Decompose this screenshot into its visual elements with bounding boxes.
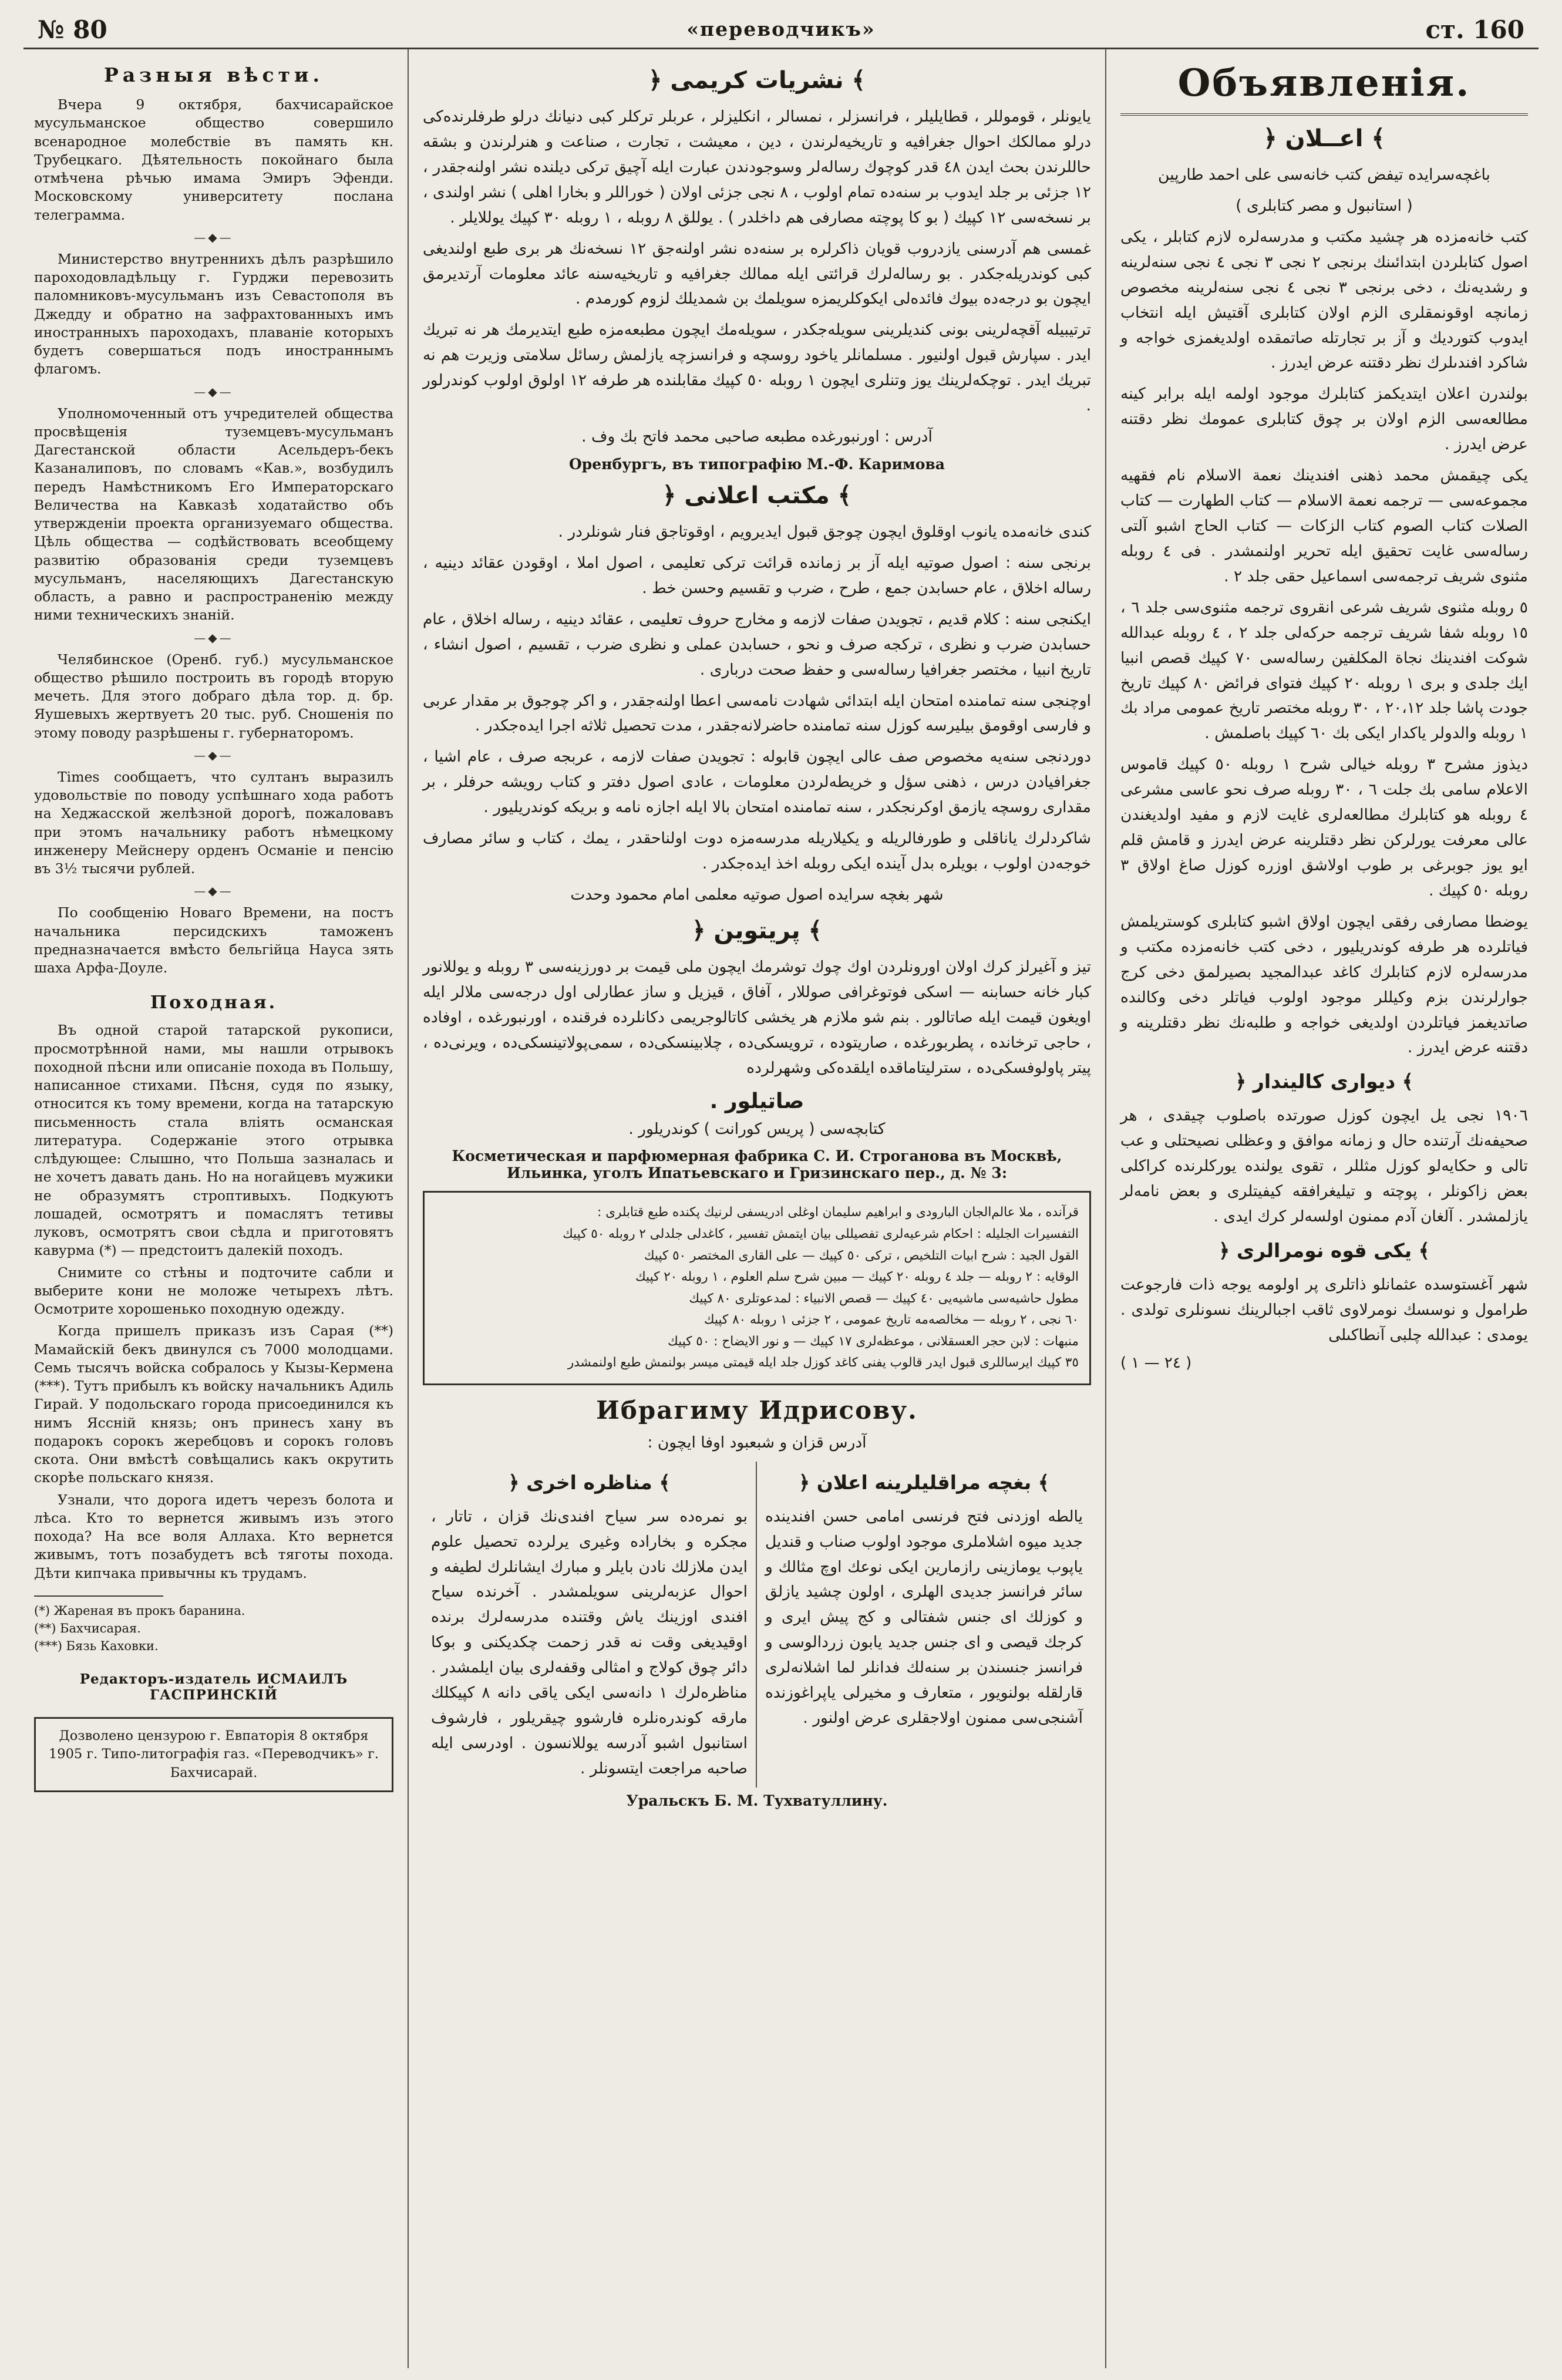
section-heading-bahche-ilan: ﴾ بغچه مراقليلرينه اعلان ﴿ bbox=[798, 1470, 1050, 1494]
arabic-paragraph: ترتيبيله آقچه‌لرينى بونى كنديلرينى سويله‌جكدر ، سويله‌مك ايچون مطبعه‌مزه طبع ايتديرمك هر نه تبريك ايدر . سپارش قبول اولنيور . مسلمانلر ياخود روسچه و فرانسزچه يازلمش رسائل سلامتى وزيرت هم نه تبريك ايدر . توچكه‌لرينك يوز وتنلرى ايچون ١ روبله ٥٠ كپيك مقابلنده هر طرفه ١٢ اولوق اولوب كوندرلور . bbox=[423, 321, 1091, 415]
arabic-paragraph: دوردنجى سنه‌يه مخصوص صف عالى ايچون قابوله : تجويدن صفات لازمه ، عربجه صرف ، عام اشيا ، جغرافيادن درس ، ذهنى سؤل و خريطه‌لردن معلومات ، عادى اصول دفتر و كتاب رويشه حرفلر ، بر مقدارى روسچه يازمق اوكرنجكدر ، سنه تمامنده امتحان بالا ايله اجازه نامه و بريكه كوندريليور . bbox=[423, 748, 1091, 817]
separator-ornament: —◆— bbox=[194, 884, 234, 898]
separator-ornament: —◆— bbox=[194, 230, 234, 244]
article-paragraph: Снимите со стѣны и подточите сабли и выберите кони не моложе четырехъ лѣтъ. Осмотрите хорошенько походную одежду. bbox=[34, 1264, 393, 1317]
news-item: По сообщенію Новаго Времени, на постъ начальника персидскихъ таможенъ предназначается вмѣсто бельгійца Науса зять шаха Арфа-Доуле. bbox=[34, 904, 393, 976]
idrisov-name-line: Ибрагиму Идрисову. bbox=[596, 1395, 918, 1425]
advert-line: قرآنده ، ملا عالم‌الجان البارودى و ابراهيم سليمان اوغلى ادريسفى لرنيك پكنده طبع قتابلرى : bbox=[597, 1205, 1079, 1220]
teacher-signature-line: شهر بغچه سرايده اصول صوتيه معلمى امام محمود وحدت bbox=[570, 885, 944, 904]
arabic-paragraph: يكى چيقمش محمد ذهنى افندينك نعمة الاسلام نام فقهيه مجموعه‌سى — ترجمه نعمة الاسلام — كتاب الطهارت — كتاب الصلات كتاب الصوم كتاب الزكات — كتاب الحاج اشبو آلتى رساله‌سى غايت تحقيق ايله تحرير اولنمشدر . فى ٤ روبله مثنوى شريف ترجمه‌سى اسماعيل حقى جلد ٢ . bbox=[1120, 466, 1528, 585]
left-column bbox=[20, 49, 408, 2368]
issue-number: № 80 bbox=[38, 15, 107, 44]
arabic-paragraph: بولندرن اعلان ايتديكمز كتابلرك موجود اولمه ايله برابر كينه مطالعه‌سى الزم اولان بر چوق كتابلرى عمومك نظر دقتنه عرض ايدرز . bbox=[1120, 385, 1528, 454]
masthead-title: «переводчикъ» bbox=[686, 18, 876, 41]
ilan-ornament-heading: ﴾ اعــلان ﴿ bbox=[1263, 125, 1385, 152]
advert-line: مطول حاشيه‌سى ماشيه‌يى ٤٠ كپيك — قصص الانبياء : لمدعوتلرى ٨٠ كپيك bbox=[689, 1291, 1079, 1306]
arabic-paragraph: كتب خانه‌مزده هر چشيد مكتب و مدرسه‌لره لازم كتابلر ، يكى اصول كتابلردن ابتدائىنك برنجى ٢ نجى ٣ نجى ٤ نجى سنه‌لرينه و رشديه‌نك ، دخى برنجى ٣ نجى ٤ نجى سنه‌لرينه مخصوص زمانچه اوقونمقلرى الزم اولان كتابلرى آقتيش ايله انتخاب ايدوب كتورديك و آز بر تجارتله صاتمقده اولديغمزى خواجه و شاكرد افندىلرك نظر دقتنه عرض ايدرز . bbox=[1120, 227, 1528, 372]
arabic-paragraph: شاكردلرك ياناقلى و طورفالريله و يكيلاريله مدرسه‌مزه دوت اولناحقدر ، يمك ، كتاب و سائر مصارف خوجه‌دن اولوب ، بويلره بدل آينده ايكى روبله اخذ ايده‌جكدر . bbox=[423, 829, 1091, 873]
arabic-paragraph: يايونلر ، قوموللر ، قطايليلر ، فرانسزلر ، نمسالر ، انكليزلر ، عربلر تركلر كبى دنيانك درلو طرفلرنده‌كى درلو ممالكك احوال جغرافيه و تاريخيه‌لرندن ، دين ، معيشت ، تجارت ، صناعت و هنرلرندن و بشقه حاللرندن بحث ايدن ٤٨ قدر كوچوك رساله‌لر وسوجودندن عبارت ايله آچيق تركى ديلنده نشر اولنه‌جقدر ، ١٢ جزئى بر جلد ايدوب بر سنه‌ده تمام اولوب ، ٨ نجى جزئى اولان ( خوراللر و بخارا اهلى ) نشر اولندى ، بر نسخه‌سى ١٢ كپيك ( بو كا پوچته مصارفى هم داخلدر ) . يوللق ٨ روبله ، ١ روبله ٣٠ كپيك يوللايلر . bbox=[423, 107, 1091, 227]
arabic-paragraph: ١٩٠٦ نجى يل ايچون كوزل صورتده باصلوب چيقدى ، هر صحيفه‌نك آرتنده حال و زمانه موافق و وعظلى نصيحتلى و عب تالى و حكايه‌لو كوزل مثللر ، تقوى يولنده يوركلرنده كراكلى بعض زاكونلر ، پوچته و تيليغرافقه كيفيتلرى و بعض نامه‌لر يازلمشدر . آلغان آدم ممنون اولسه‌لر كرك ايدى . bbox=[1120, 1106, 1528, 1226]
footnote: (***) Бязь Каховки. bbox=[34, 1639, 159, 1654]
advert-line: منبهات : لابن حجر العسقلانى ، موعظه‌لرى ١٧ كپيك — و نور الايضاح : ٥٠ كپيك bbox=[668, 1334, 1079, 1349]
section-heading-mekteb-ilani: ﴾ مكتب اعلانى ﴿ bbox=[662, 482, 852, 509]
arabic-paragraph: يوضطا مصارفى رفقى ايچون اولاق اشبو كتابلرى كوستريلمش فياتلرده هر طرفه كوندريليور ، دخى كتب خانه‌مزده مكتب و مدرسه‌لره لازم كتابلرك كاغد عبدالمجيد بصيرلمق دخى كرج جوارلرندن بزم وكيللر موجود اولوب فياتلر دخى وكالنده صاتديغمز فياتلردن اولديغى خواجه و طلبه‌نك نظر دقتلرينه و دقتنه عرض ايدرز . bbox=[1120, 912, 1528, 1057]
section-heading-various-news: Разныя вѣсти. bbox=[104, 63, 324, 86]
columns-container bbox=[0, 49, 1562, 2368]
news-item: Челябинское (Оренб. губ.) мусульманское общество рѣшило построить въ городѣ вторую мечеть. Для этого добраго дѣла тор. д. бр. Яушевыхъ жертвуетъ 20 тыс. руб. Сношенія по этому поводу разрѣшены г. губернаторомъ. bbox=[34, 651, 393, 741]
editor-publisher-line: Редакторъ-издатель ИСМАИЛЪ ГАСПРИНСКІЙ bbox=[79, 1671, 348, 1703]
arabic-paragraph: اوچنجى سنه تمامنده امتحان ايله ابتدائى شهادت نامه‌سى اعطا اولنه‌جقدر ، و اكر چوجوق بر مقدار عربى و فارسى اوقومق بيليرسه كوزل سنه تمامنده حاضرلانه‌جقدر ، مدت تحصيل ثلاثه اجرا ايده‌جكدر . bbox=[423, 691, 1091, 735]
news-item: Вчера 9 октября, бахчисарайское мусульманское общество совершило всенародное молебствіе въ память кн. Трубецкаго. Дѣятельность покойнаго была отмѣчена рѣчью имама Эмиръ Эфенди. Московскому университету послана телеграмма. bbox=[34, 96, 393, 223]
bookstore-subtitle-line: ( استانبول و مصر كتابلرى ) bbox=[1236, 196, 1413, 215]
advert-line: التفسيرات الجليله : احكام شرعيه‌لرى تفصيللى بيان ايتمش تفسير ، كاغدلى جلدلى ٢ روبله ٥٠ كپيك bbox=[563, 1226, 1079, 1241]
arabic-paragraph: كندى خانه‌مده يانوب اوقلوق ايچون چوجق قبول ايديرويم ، اوقوتاجق فنار شونلردر . bbox=[558, 522, 1091, 541]
arabic-paragraph: بو نمره‌ده سر سياح افندى‌نك قزان ، تاتار ، مجكره و بخاراده وغيرى يرلرده تحصيل علوم ايدن ملازلك نادن بايلر و مبارك ايشانلرك لطيفه و احوال عزبه‌لرينى سويلمشدر . آخرنده سياح افندى اوزينك ياش وقتنده مدرسه‌لرك برنده اوقيديغى وقت نه قدر زحمت چكديكنى و بوكا دائر چوق كولاج و امثالى وقفه‌لرى بيان ايلمشدر . مناظره‌لرك ١ دانه‌سى ايكى ياقى دانه ٨ كپيكلك مارقه كوندره‌نلره فارشوو چيقريلور ، فارشوف استانبول اشبو آدرسه يوللانسون . اودرسى ايله صاحبه مراجعت ايتسونلر . bbox=[431, 1507, 748, 1778]
arabic-paragraph: ٥ روبله مثنوى شريف شرعى انقروى ترجمه مثنوى‌سى جلد ٦ ، ١٥ روبله شفا شريف ترجمه حركه‌لى جلد ٢ ، ٤ روبله عبدالله شوكت افندينك نجاة المكلفين رساله‌سى ٧٠ كپيك قصص انبيا ايك جلدى و برى ١ روبله ٢٠ كپيك فتواى فرائض ٨٠ كپيك تاريخ جودت پاشا جلد ٢٠،١٢ ، ٣٠ روبله مختصر تاريخ عمومى مراد بك ١ روبله والدولر ياكدار ايكى بك ٦٠ كپيك باصلمش . bbox=[1120, 598, 1529, 743]
section-heading-pohodnaya: Походная. bbox=[150, 992, 278, 1014]
section-heading-neshriyat-kirimi: ﴾ نشريات كريمى ﴿ bbox=[648, 67, 866, 94]
section-heading-wall-calendar: ﴾ ديوارى كاليندار ﴿ bbox=[1235, 1070, 1413, 1093]
advert-line: الوقايه : ٢ روبله — جلد ٤ روبله ٢٠ كپيك — مبين شرح سلم العلوم ، ١ روبله ٢٠ كپيك bbox=[635, 1270, 1079, 1285]
advert-line: ٦٠ نجى ، ٢ روبله — مخالصه‌مه تاريخ عمومى ، ٢ جزئى ١ روبله ٨٠ كپيك bbox=[703, 1312, 1079, 1328]
news-item: Министерство внутреннихъ дѣлъ разрѣшило пароходовладѣльцу г. Гурджи перевозить паломниковъ-мусульманъ изъ Севастополя въ Джедду и обратно на зафрахтованныхъ имъ иностранныхъ пароходахъ, плаваніе которыхъ будетъ совершаться подъ иностраннымъ флагомъ. bbox=[34, 250, 393, 378]
section-heading-new-numbers: ﴾ يكى قوه نومرالرى ﴿ bbox=[1218, 1238, 1430, 1262]
issue-count-sign: ( ٢٤ — ١ ) bbox=[1120, 1354, 1192, 1372]
section-heading-announcements: Объявленія. bbox=[1120, 61, 1528, 116]
bahche-subcolumn bbox=[757, 1462, 1091, 1787]
article-paragraph: Узнали, что дорога идетъ черезъ болота и лѣса. Кто то вернется живымъ изъ этого похода? На все воля Аллаха. Кто вернется живымъ, тотъ позабудетъ всѣ тяготы похода. Дѣти кипчака привычны къ трудамъ. bbox=[34, 1491, 393, 1581]
footnote: (*) Жареная въ прокъ баранина. bbox=[34, 1603, 245, 1618]
censorship-notice: Дозволено цензурою г. Евпаторія 8 октября 1905 г. Типо-литографія газ. «Переводчикъ» г. Бахчисарай. bbox=[34, 1717, 393, 1793]
arabic-paragraph: ديذوز مشرح ٣ روبله خيالى شرح ١ روبله ٥٠ كپيك قاموس الاعلام سامى بك جلت ٦ ، ٣٠ روبله صرف نحو عاسى مشرعى ٤ روبله هو كتابلرك مطالعه‌لرى غايت لازم و مفيد اولديغندن عالى معرفت يورلركن نظر دقتلرينه عرض ايدرز و قامش قلم ايو يوز جوبرغى بر طوب اولاشق اوزره كوزل صاغ اولاق ٣ روبله ٥٠ كپيك . bbox=[1120, 755, 1528, 900]
section-heading-munazara: ﴾ مناظره اخرى ﴿ bbox=[508, 1470, 671, 1494]
cosmetics-factory-line: Косметическая и парфюмерная фабрика С. И. Строганова въ Москвѣ, Ильинка, уголъ Ипатьевскаго и Гризинскаго пер., д. № 3: bbox=[452, 1147, 1062, 1182]
news-item: Уполномоченный отъ учредителей общества просвѣщенія туземцевъ-мусульманъ Дагестанской области Асельдеръ-бекъ Казаналиповъ, по словамъ «Кав.», возбудилъ передъ Намѣстникомъ Его Императорскаго Величества на Кавказѣ ходатайство объ утвержденіи проекта организуемаго общества. Цѣль общества — содѣйствовать всеобщему развитію образованія среди туземцевъ мусульманъ, населяющихъ Дагестанскую область, а равно и распространенію между ними техническихъ знаній. bbox=[34, 405, 393, 624]
arabic-paragraph: غمسى هم آدرسنى يازدروب قويان ذاكرلره بر سنه‌ده نشر اولنه‌جق ١٢ نسخه‌نك هر برى طبع اولنديغى كبى كوندريله‌جكدر . بو رساله‌لرك قرائتى ايله ممالك جغرافيه و تاريخيه‌سنه عائد معلومات آرتديرمق ايچون بو درجه‌ده بيوك فائده‌لى ايكوكلريمزه سويلمك بن شمديلك لزوم كورمدم . bbox=[423, 239, 1091, 308]
advert-line: القول الجيد : شرح ابيات التلخيص ، تركى ٥٠ كپيك — على القارى المختصر ٥٠ كپيك bbox=[644, 1248, 1079, 1263]
article-paragraph: Когда пришелъ приказъ изъ Сарая (**) Мамайскій бекъ двинулся съ 7000 молодцами. Семь тысячъ войска собралось у Кызы-Кермена (***). Тутъ прибылъ къ войску начальникъ Адиль Гирай. У подольскаго города присоединился къ нимъ Яссній князь; онъ принесъ хану въ подарокъ сорокъ жеребцовъ и сорокъ головъ скота. Они вмѣстѣ совѣщались какъ окрутить скорѣе польскаго князя. bbox=[34, 1322, 393, 1486]
arabic-paragraph: تيز و آغيرلز كرك اولان اورونلردن اوك چوك توشرمك ايچون ملى قيمت بر دورزينه‌سى ٣ روبله و يوللانور كبار خانه حسابنه — اسكى فوتوغرافى صوللار ، آفاق ، قيزيل و ساز عطارلى اول درجه‌سى ملالر ايله اويغون قيمت ايله صاتالور . بنم شو ملازم هر يخشى كاتالوجريمى دكانلرده فرقنده ، اورنبورغده ، اوفاده ، حاجى ترخانده ، پطربورغده ، صاريتوده ، ترويسكى‌ده ، چلابينسكى‌ده ، سمى‌پولاتينسكى‌ده ، ويرنى‌ده ، پيتر پاولوفسكى‌ده ، سترليتاماقده ايلقده‌كى وشهرلرده bbox=[423, 957, 1091, 1077]
price-list-line: كتابچه‌سى ( پريس كورانت ) كوندريلور . bbox=[628, 1119, 886, 1138]
footnote-rule bbox=[34, 1595, 163, 1597]
article-paragraph: Въ одной старой татарской рукописи, просмотрѣнной нами, мы нашли отрывокъ походной пѣсни или описаніе похода въ Польшу, написанное стихами. Пѣсня, судя по языку, относится къ тому времени, когда на татарскую письменность стала вліять османская литература. Содержаніе этого отрывка слѣдующее: Слышно, что Польша зазналась и не хочетъ давать дань. Но на ногайцевъ мужики не образумятъ строптивыхъ. Подкуютъ лошадей, осмотрятъ и помаслятъ тетивы луковъ, осмотрятъ свои сѣдла и приготовятъ кавурма (*) — предстоитъ далекій походъ. bbox=[34, 1022, 393, 1259]
news-item: Times сообщаетъ, что султанъ выразилъ удовольствіе по поводу успѣшнаго хода работъ на Хеджасской желѣзной дорогѣ, пожаловавъ при этомъ начальнику работъ нѣмецкому инженеру Мейснеру орденъ Османіе и пенсію въ 3½ тысячи рублей. bbox=[34, 768, 393, 877]
right-column bbox=[1106, 49, 1542, 2368]
arabic-address-line: آدرس قزان و شبعبود اوفا ايچون : bbox=[647, 1433, 867, 1452]
munazara-subcolumn bbox=[423, 1462, 757, 1787]
footnote: (**) Бахчисарая. bbox=[34, 1621, 141, 1636]
russian-address-line: Оренбургъ, въ типографію М.-Ф. Каримова bbox=[569, 455, 945, 473]
separator-ornament: —◆— bbox=[194, 748, 234, 762]
middle-column bbox=[408, 49, 1106, 2368]
bookstore-name-line: باغچه‌سرايده تيفض كتب خانه‌سى على احمد طارپين bbox=[1158, 166, 1490, 184]
arabic-paragraph: برنجى سنه : اصول صوتيه ايله آز بر زمانده قرائت تركى تعليمى ، اصول املا ، اوقودن عقائد دينيه ، رساله اخلاق ، عام حسابدن جمع ، طرح ، ضرب و تقسيم وحسن خط . bbox=[423, 553, 1091, 597]
uralsk-address-line: Уральскъ Б. М. Тухватуллину. bbox=[626, 1792, 888, 1809]
separator-ornament: —◆— bbox=[194, 384, 234, 399]
section-heading-pretvoin: ﴾ پريتوين ﴿ bbox=[691, 917, 823, 944]
page-header bbox=[0, 0, 1562, 48]
separator-ornament: —◆— bbox=[194, 630, 234, 645]
advert-line: ٣٥ كپيك ايرساللرى قبول ايدر قالوب يفنى كاغد كوزل جلد ايله قيمتى ميسر بولنمش طبع اولنمشدر bbox=[567, 1355, 1079, 1371]
arabic-paragraph: شهر آغستوسده عثمانلو ذاتلرى پر اولومه يوجه ذات فارجوعت طرامول و نوسسك نومرلاوى ثاقب اجبالرينك نسونلرى تولدى . يومدى : عبدالله چلبى آنطاكىلى bbox=[1120, 1275, 1528, 1344]
book-advert-box bbox=[423, 1191, 1091, 1385]
arabic-paragraph: يالطه اوزدنى فتح فرنسى امامى حسن افندينده جديد ميوه اشلاملرى موجود اولوب صناب و قنديل ياپوب يومازينى رازمارين ايكى نوعك اوچ مثالك و سائر فرانسز جديدى الهلرى ، اولون چشيد يازلق و كوزلك اى جنس شفتالى و كج پيش ايرى و كرجك قيصى و اى جنس جديد يابون زردالوسى و فرانسز جنسندن بر سنه‌لك فدانلر لما اشلانه‌لرى قارلقله بولنويور ، متعارف و مخيرلى ياپراغوزنده آشنجى‌سى ممنون اولاجقلرى عرض اولنور . bbox=[765, 1507, 1083, 1728]
arabic-address-line: آدرس : اورنبورغده مطبعه صاحبى محمد فاتح بك وف . bbox=[581, 427, 933, 446]
arabic-paragraph: ايكنجى سنه : كلام قديم ، تجويدن صفات لازمه و مخارج حروف تعليمى ، عقائد دينيه ، رساله اخلاق ، عام حسابدن ضرب و نظرى ، تركجه صرف و نحو ، حسابدن عملى و نظرى ضرب ، تقسيم ، اصول انشاء ، تاريخ انبيا ، مختصر جغرافيا رساله‌سى و حفظ صحت دربارى . bbox=[423, 610, 1091, 679]
satilur-line: صاتيلور . bbox=[709, 1089, 804, 1113]
bottom-split bbox=[423, 1462, 1091, 1787]
page-number-label: ст. 160 bbox=[1425, 15, 1524, 44]
